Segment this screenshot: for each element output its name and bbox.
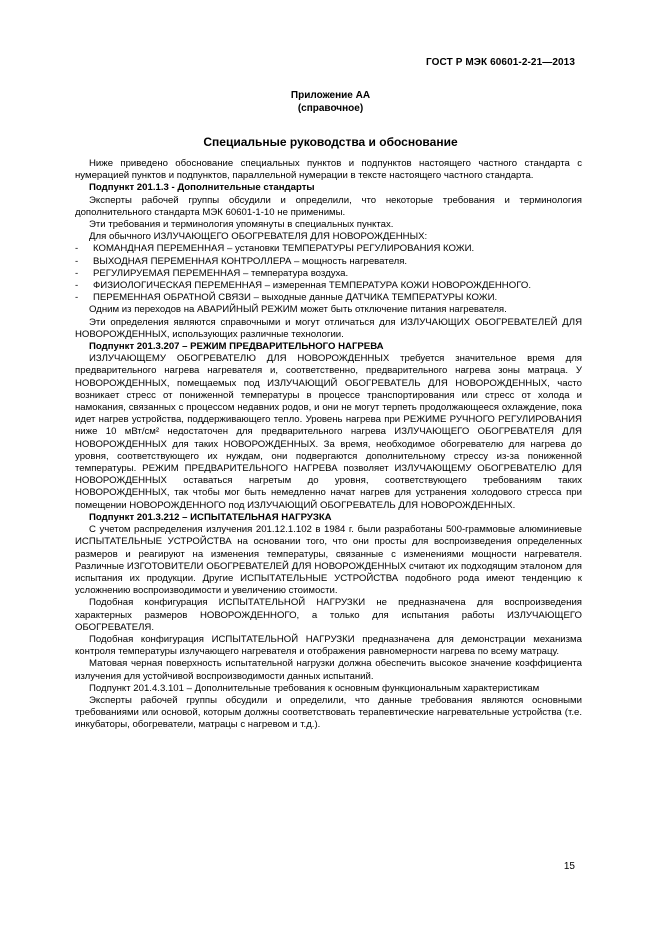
paragraph: Эти определения являются справочными и могут отличаться для ИЗЛУЧАЮЩИХ ОБОГРЕВАТЕЛЕЙ ДЛЯ НОВОРОЖДЕННЫХ, использующих различные технологии. (75, 316, 582, 340)
standard-header: ГОСТ Р МЭК 60601-2-21—2013 (426, 57, 575, 68)
list-item-text: ВЫХОДНАЯ ПЕРЕМЕННАЯ КОНТРОЛЛЕРА – мощность нагревателя. (93, 255, 408, 267)
dash-marker: - (75, 267, 79, 279)
paragraph: Матовая черная поверхность испытательной нагрузки должна обеспечить высокое значение коэффициента излучения для устойчивой воспроизводимости данных испытаний. (75, 658, 582, 682)
document-body (75, 158, 582, 732)
appendix-heading (0, 89, 661, 115)
paragraph: Эксперты рабочей группы обсудили и определили, что данные требования являются основными требованиями или основой, которым должны соответствовать терапевтические нагревательные устройства (т.е. инкубаторы, обогреватели, матрацы с нагревом и т.д.). (75, 694, 582, 731)
list-item (75, 243, 582, 255)
appendix-subtitle: (справочное) (297, 103, 364, 114)
paragraph: ИЗЛУЧАЮЩЕМУ ОБОГРЕВАТЕЛЮ ДЛЯ НОВОРОЖДЕННЫХ требуется значительное время для предварительного нагрева нагревателя и, соответственно, предварительного нагрева зоны матраца. У НОВОРОЖДЕННЫХ, помещаемых под ИЗЛУЧАЮЩИЙ ОБОГРЕВАТЕЛЬ ДЛЯ НОВОРОЖДЕННЫХ, часто возникает стресс от пониженной температуры в процессе транспортирования или стресс от холода и намокания, связанных с процессом недавних родов, и они не могут терпеть продолжающееся охлаждение, пока идет нагрев устройства, поддерживающего тепло. Уровень нагрева при РЕЖИМЕ РУЧНОГО РЕГУЛИРОВАНИЯ ниже 10 мВт/см² недостаточен для предварительного нагрева ИЗЛУЧАЮЩЕГО ОБОГРЕВАТЕЛЯ ДЛЯ НОВОРОЖДЕННЫХ для таких НОВОРОЖДЕННЫХ. За время, необходимое обогревателю для нагрева до уровня, соответствующего их нуждам, они подвергаются дополнительному стрессу из-за пониженной температуры. РЕЖИМ ПРЕДВАРИТЕЛЬНОГО НАГРЕВА позволяет ИЗЛУЧАЮЩЕМУ ОБОГРЕВАТЕЛЮ ДЛЯ НОВОРОЖДЕННЫХ оставаться нагретым до уровня, соответствующего требованиям таких НОВОРОЖДЕННЫХ, так чтобы мог быть немедленно начат нагрев для устранения холодового стресса при помещении НОВОРОЖДЕННОГО под ИЗЛУЧАЮЩИЙ ОБОГРЕВАТЕЛЬ ДЛЯ НОВОРОЖДЕННЫХ. (75, 353, 582, 511)
list-item (75, 280, 582, 292)
list-item-text: КОМАНДНАЯ ПЕРЕМЕННАЯ – установки ТЕМПЕРАТУРЫ РЕГУЛИРОВАНИЯ КОЖИ. (93, 243, 475, 255)
paragraph: Эксперты рабочей группы обсудили и определили, что некоторые требования и терминология дополнительного стандарта МЭК 60601-1-10 не применимы. (75, 194, 582, 218)
dash-marker: - (75, 280, 79, 292)
paragraph: Ниже приведено обоснование специальных пунктов и подпунктов настоящего частного стандарта с нумерацией пунктов и подпунктов, параллельной нумерации в тексте настоящего частного стандарта. (75, 158, 582, 182)
page-number: 15 (563, 861, 575, 872)
dash-marker: - (75, 243, 79, 255)
list-item (75, 268, 582, 280)
dash-marker: - (75, 292, 79, 304)
list-item (75, 292, 582, 304)
paragraph: Подпункт 201.4.3.101 – Дополнительные требования к основным функциональным характеристикам (89, 682, 540, 694)
paragraph: С учетом распределения излучения 201.12.1.102 в 1984 г. были разработаны 500-граммовые алюминиевые ИСПЫТАТЕЛЬНЫЕ УСТРОЙСТВА на основании того, что они просты для воспроизведения определенных размеров и реагируют на изменения температуры, связанные с изменениями мощности нагревателя. Различные ИЗГОТОВИТЕЛИ ОБОГРЕВАТЕЛЕЙ ДЛЯ НОВОРОЖДЕННЫХ считают их подходящим эталоном для испытания их продукции. Другие ИСПЫТАТЕЛЬНЫЕ УСТРОЙСТВА подобного рода имеют тенденцию к усложнению воспроизводимости и увеличению стоимости. (75, 524, 582, 597)
paragraph: Для обычного ИЗЛУЧАЮЩЕГО ОБОГРЕВАТЕЛЯ ДЛЯ НОВОРОЖДЕННЫХ: (89, 231, 428, 243)
subclause-heading: Подпункт 201.1.3 - Дополнительные стандарты (89, 182, 315, 194)
paragraph: Эти требования и терминология упомянуты в специальных пунктах. (89, 219, 394, 231)
subclause-heading: Подпункт 201.3.212 – ИСПЫТАТЕЛЬНАЯ НАГРУЗКА (89, 511, 332, 523)
dash-marker: - (75, 255, 79, 267)
list-item-text: РЕГУЛИРУЕМАЯ ПЕРЕМЕННАЯ – температура воздуха. (93, 267, 349, 279)
paragraph: Подобная конфигурация ИСПЫТАТЕЛЬНОЙ НАГРУЗКИ предназначена для демонстрации механизма контроля температуры излучающего нагревателя и отображения равномерности нагрева по всему матрацу. (75, 633, 582, 658)
section-title: Специальные руководства и обоснование (203, 135, 458, 149)
paragraph: Подобная конфигурация ИСПЫТАТЕЛЬНОЙ НАГРУЗКИ не предназначена для воспроизведения характерных размеров НОВОРОЖДЕННОГО, а только для испытания работы ИЗЛУЧАЮЩЕГО ОБОГРЕВАТЕЛЯ. (75, 597, 582, 633)
paragraph: Одним из переходов на АВАРИЙНЫЙ РЕЖИМ может быть отключение питания нагревателя. (89, 304, 507, 316)
list-item (75, 256, 582, 268)
list-item-text: ПЕРЕМЕННАЯ ОБРАТНОЙ СВЯЗИ – выходные данные ДАТЧИКА ТЕМПЕРАТУРЫ КОЖИ. (93, 292, 498, 304)
subclause-heading: Подпункт 201.3.207 – РЕЖИМ ПРЕДВАРИТЕЛЬНОГО НАГРЕВА (89, 341, 384, 353)
list-item-text: ФИЗИОЛОГИЧЕСКАЯ ПЕРЕМЕННАЯ – измеренная ТЕМПЕРАТУРА КОЖИ НОВОРОЖДЕННОГО. (93, 280, 531, 292)
appendix-title: Приложение АА (290, 90, 371, 101)
